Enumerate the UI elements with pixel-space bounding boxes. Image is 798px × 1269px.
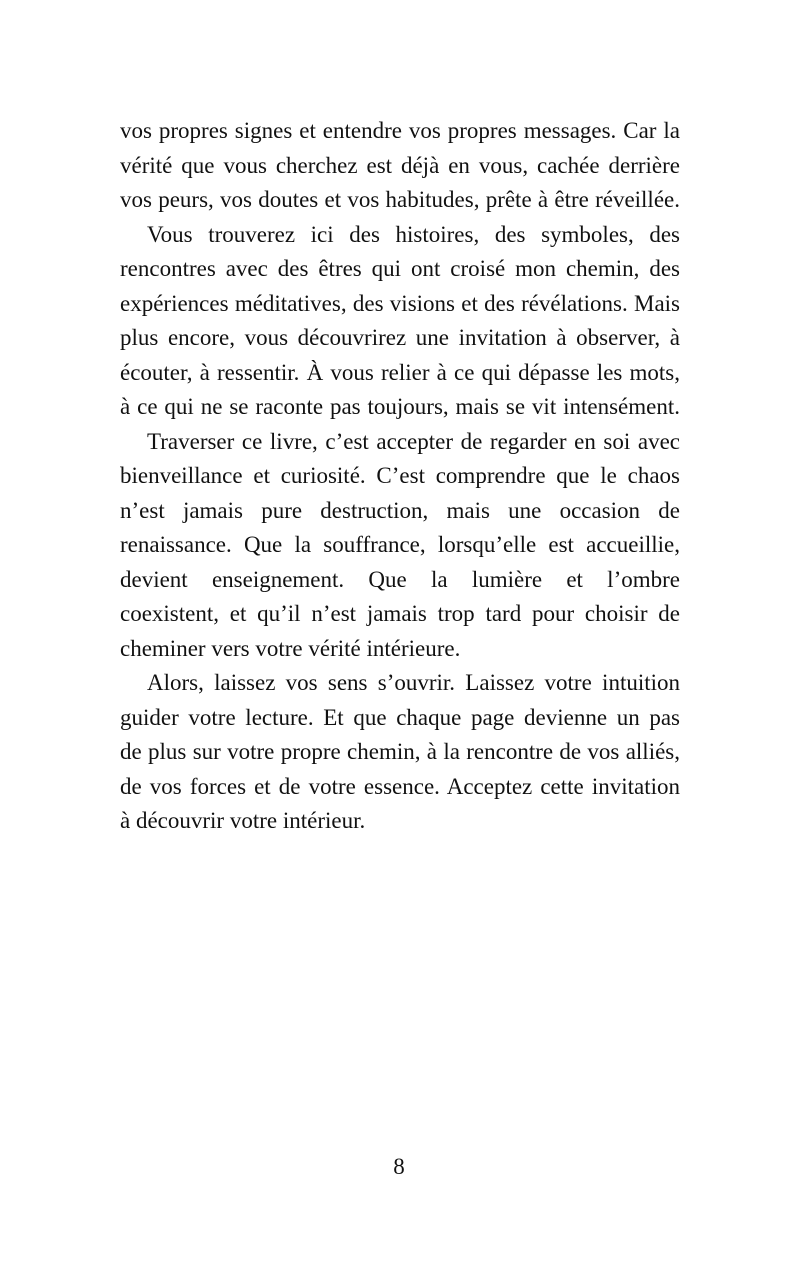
text-line: devient enseignement. Que la lumière et l’ombre: [120, 566, 680, 592]
text-line: de plus sur votre propre chemin, à la rencontre de vos alliés,: [120, 739, 680, 764]
text-line: vos propres signes et entendre vos propres messages. Car la: [120, 118, 680, 143]
text-line: de vos forces et de votre essence. Acceptez cette invitation: [120, 773, 680, 799]
text-line: Traverser ce livre, c’est accepter de regarder en soi avec: [147, 428, 680, 454]
text-line: vérité que vous cherchez est déjà en vous, cachée derrière: [120, 152, 680, 178]
text-line: écouter, à ressentir. À vous relier à ce qui dépasse les mots,: [120, 359, 680, 385]
text-line: à ce qui ne se raconte pas toujours, mais se vit intensément.: [120, 394, 680, 419]
paragraph-1: [120, 114, 680, 218]
text-line: bienveillance et curiosité. C’est comprendre que le chaos: [120, 463, 680, 488]
text-line: n’est jamais pure destruction, mais une occasion de: [120, 497, 680, 523]
paragraph-3: [120, 425, 680, 667]
paragraph-4: [120, 666, 680, 839]
text-line: vos peurs, vos doutes et vos habitudes, prête à être réveillée.: [120, 187, 680, 212]
text-line: plus encore, vous découvrirez une invitation à observer, à: [120, 325, 680, 350]
paragraph-2: [120, 218, 680, 425]
text-line: expériences méditatives, des visions et des révélations. Mais: [120, 290, 680, 316]
text-line: Vous trouverez ici des histoires, des symboles, des: [147, 221, 680, 247]
text-line: guider votre lecture. Et que chaque page devienne un pas: [120, 704, 680, 730]
text-line: renaissance. Que la souffrance, lorsqu’elle est accueillie,: [120, 532, 680, 557]
text-line: à découvrir votre intérieur.: [120, 808, 366, 833]
page-number: 8: [393, 1154, 405, 1179]
text-line: cheminer vers votre vérité intérieure.: [120, 635, 461, 661]
text-line: rencontres avec des êtres qui ont croisé mon chemin, des: [120, 256, 680, 281]
text-line: coexistent, et qu’il n’est jamais trop tard pour choisir de: [120, 601, 680, 626]
body-text: [120, 114, 680, 839]
text-line: Alors, laissez vos sens s’ouvrir. Laissez votre intuition: [147, 670, 680, 695]
